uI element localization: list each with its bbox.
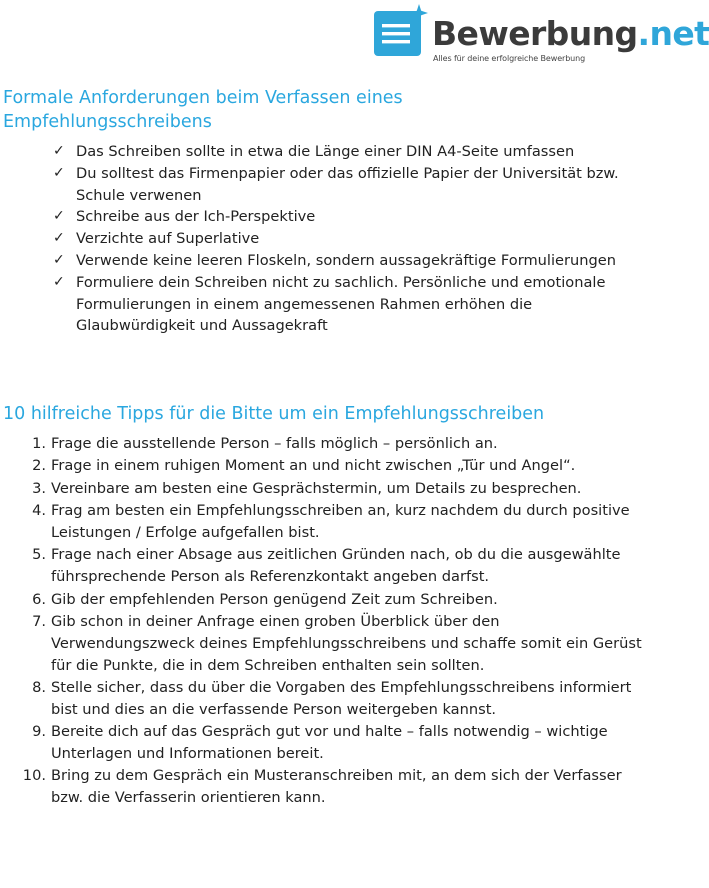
logo-name: Bewerbung bbox=[432, 14, 638, 53]
logo-tagline: Alles für deine erfolgreiche Bewerbung bbox=[433, 54, 586, 63]
tip-number: 9. bbox=[32, 723, 46, 741]
tip-text: Gib schon in deiner Anfrage einen groben Überblick über den Verwendungszweck deines Empfehlungsschreibens und schaffe somit ein Gerüst für die Punkte, die in dem Schreiben enthalten sein sollten. bbox=[51, 612, 642, 674]
tip-item bbox=[22, 611, 642, 676]
tip-number: 8. bbox=[32, 678, 46, 696]
tip-text: Bereite dich auf das Gespräch gut vor und halte – falls notwendig – wichtige Unterlagen und Informationen bereit. bbox=[51, 723, 608, 762]
tip-number: 5. bbox=[32, 546, 46, 564]
checklist-item bbox=[50, 163, 630, 207]
checklist-item-text: Das Schreiben sollte in etwa die Länge einer DIN A4-Seite umfassen bbox=[76, 143, 575, 160]
tip-text: Frage in einem ruhigen Moment an und nicht zwischen „Tür und Angel“. bbox=[51, 457, 576, 475]
section-heading-tips: 10 hilfreiche Tipps für die Bitte um ein Empfehlungsschreiben bbox=[3, 404, 545, 424]
tip-text: Frage die ausstellende Person – falls möglich – persönlich an. bbox=[51, 435, 498, 452]
tip-number: 4. bbox=[32, 502, 46, 520]
checklist-item-text: Du solltest das Firmenpapier oder das offizielle Papier der Universität bzw. Schule verwenen bbox=[76, 164, 619, 204]
site-logo[interactable] bbox=[374, 4, 709, 68]
tip-number: 3. bbox=[32, 479, 46, 497]
tip-number: 6. bbox=[32, 590, 46, 608]
tip-number: 1. bbox=[32, 435, 46, 452]
checklist-item-text: Formuliere dein Schreiben nicht zu sachlich. Persönliche und emotionale Formulierungen in einem angemessenen Rahmen erhöhen die Glaubwürdigkeit und Aussagekraft bbox=[76, 273, 606, 335]
logo-wordmark bbox=[432, 14, 709, 54]
checklist-item-text: Schreibe aus der Ich-Perspektive bbox=[76, 208, 316, 226]
document-sparkle-icon bbox=[374, 4, 430, 60]
checklist-item bbox=[50, 206, 630, 228]
checkmark-icon: ✓ bbox=[53, 164, 65, 181]
tip-text: Frag am besten ein Empfehlungsschreiben an, kurz nachdem du durch positive Leistungen / Erfolge aufgefallen bist. bbox=[51, 502, 630, 541]
tip-item bbox=[22, 500, 642, 544]
tip-number: 2. bbox=[32, 457, 46, 475]
requirements-checklist bbox=[50, 141, 630, 337]
tip-item bbox=[22, 544, 642, 588]
tip-item bbox=[22, 765, 642, 809]
tip-text: Stelle sicher, dass du über die Vorgaben des Empfehlungsschreibens informiert bist und dies an die verfassende Person weitergeben kannst. bbox=[51, 678, 632, 718]
checkmark-icon: ✓ bbox=[53, 143, 65, 159]
tip-text: Frage nach einer Absage aus zeitlichen Gründen nach, ob du die ausgewählte führsprechende Person als Referenzkontakt angeben darfst. bbox=[51, 546, 621, 586]
checklist-item bbox=[50, 272, 630, 337]
checklist-item-text: Verwende keine leeren Floskeln, sondern aussagekräftige Formulierungen bbox=[76, 251, 616, 269]
tip-item bbox=[22, 433, 642, 455]
checklist-item bbox=[50, 228, 630, 250]
logo-tld: .net bbox=[637, 14, 709, 53]
checklist-item bbox=[50, 141, 630, 163]
tip-item bbox=[22, 478, 642, 500]
tip-text: Vereinbare am besten eine Gesprächstermin, um Details zu besprechen. bbox=[51, 479, 582, 497]
tip-number: 10. bbox=[22, 767, 46, 785]
tip-number: 7. bbox=[32, 612, 46, 630]
checklist-item-text: Verzichte auf Superlative bbox=[76, 230, 260, 248]
tips-list bbox=[22, 433, 642, 809]
tip-item bbox=[22, 677, 642, 721]
checkmark-icon: ✓ bbox=[53, 230, 65, 247]
checkmark-icon: ✓ bbox=[53, 251, 65, 268]
checklist-item bbox=[50, 250, 630, 272]
tip-item bbox=[22, 455, 642, 477]
tip-text: Gib der empfehlenden Person genügend Zeit zum Schreiben. bbox=[51, 590, 498, 608]
tip-text: Bring zu dem Gespräch ein Musteranschreiben mit, an dem sich der Verfasser bzw. die Verfasserin orientieren kann. bbox=[51, 767, 622, 807]
tip-item bbox=[22, 721, 642, 765]
checkmark-icon: ✓ bbox=[53, 273, 65, 290]
checkmark-icon: ✓ bbox=[53, 208, 65, 225]
section-heading-formal-requirements: Formale Anforderungen beim Verfassen eines Empfehlungsschreibens bbox=[3, 88, 403, 132]
tip-item bbox=[22, 589, 642, 611]
